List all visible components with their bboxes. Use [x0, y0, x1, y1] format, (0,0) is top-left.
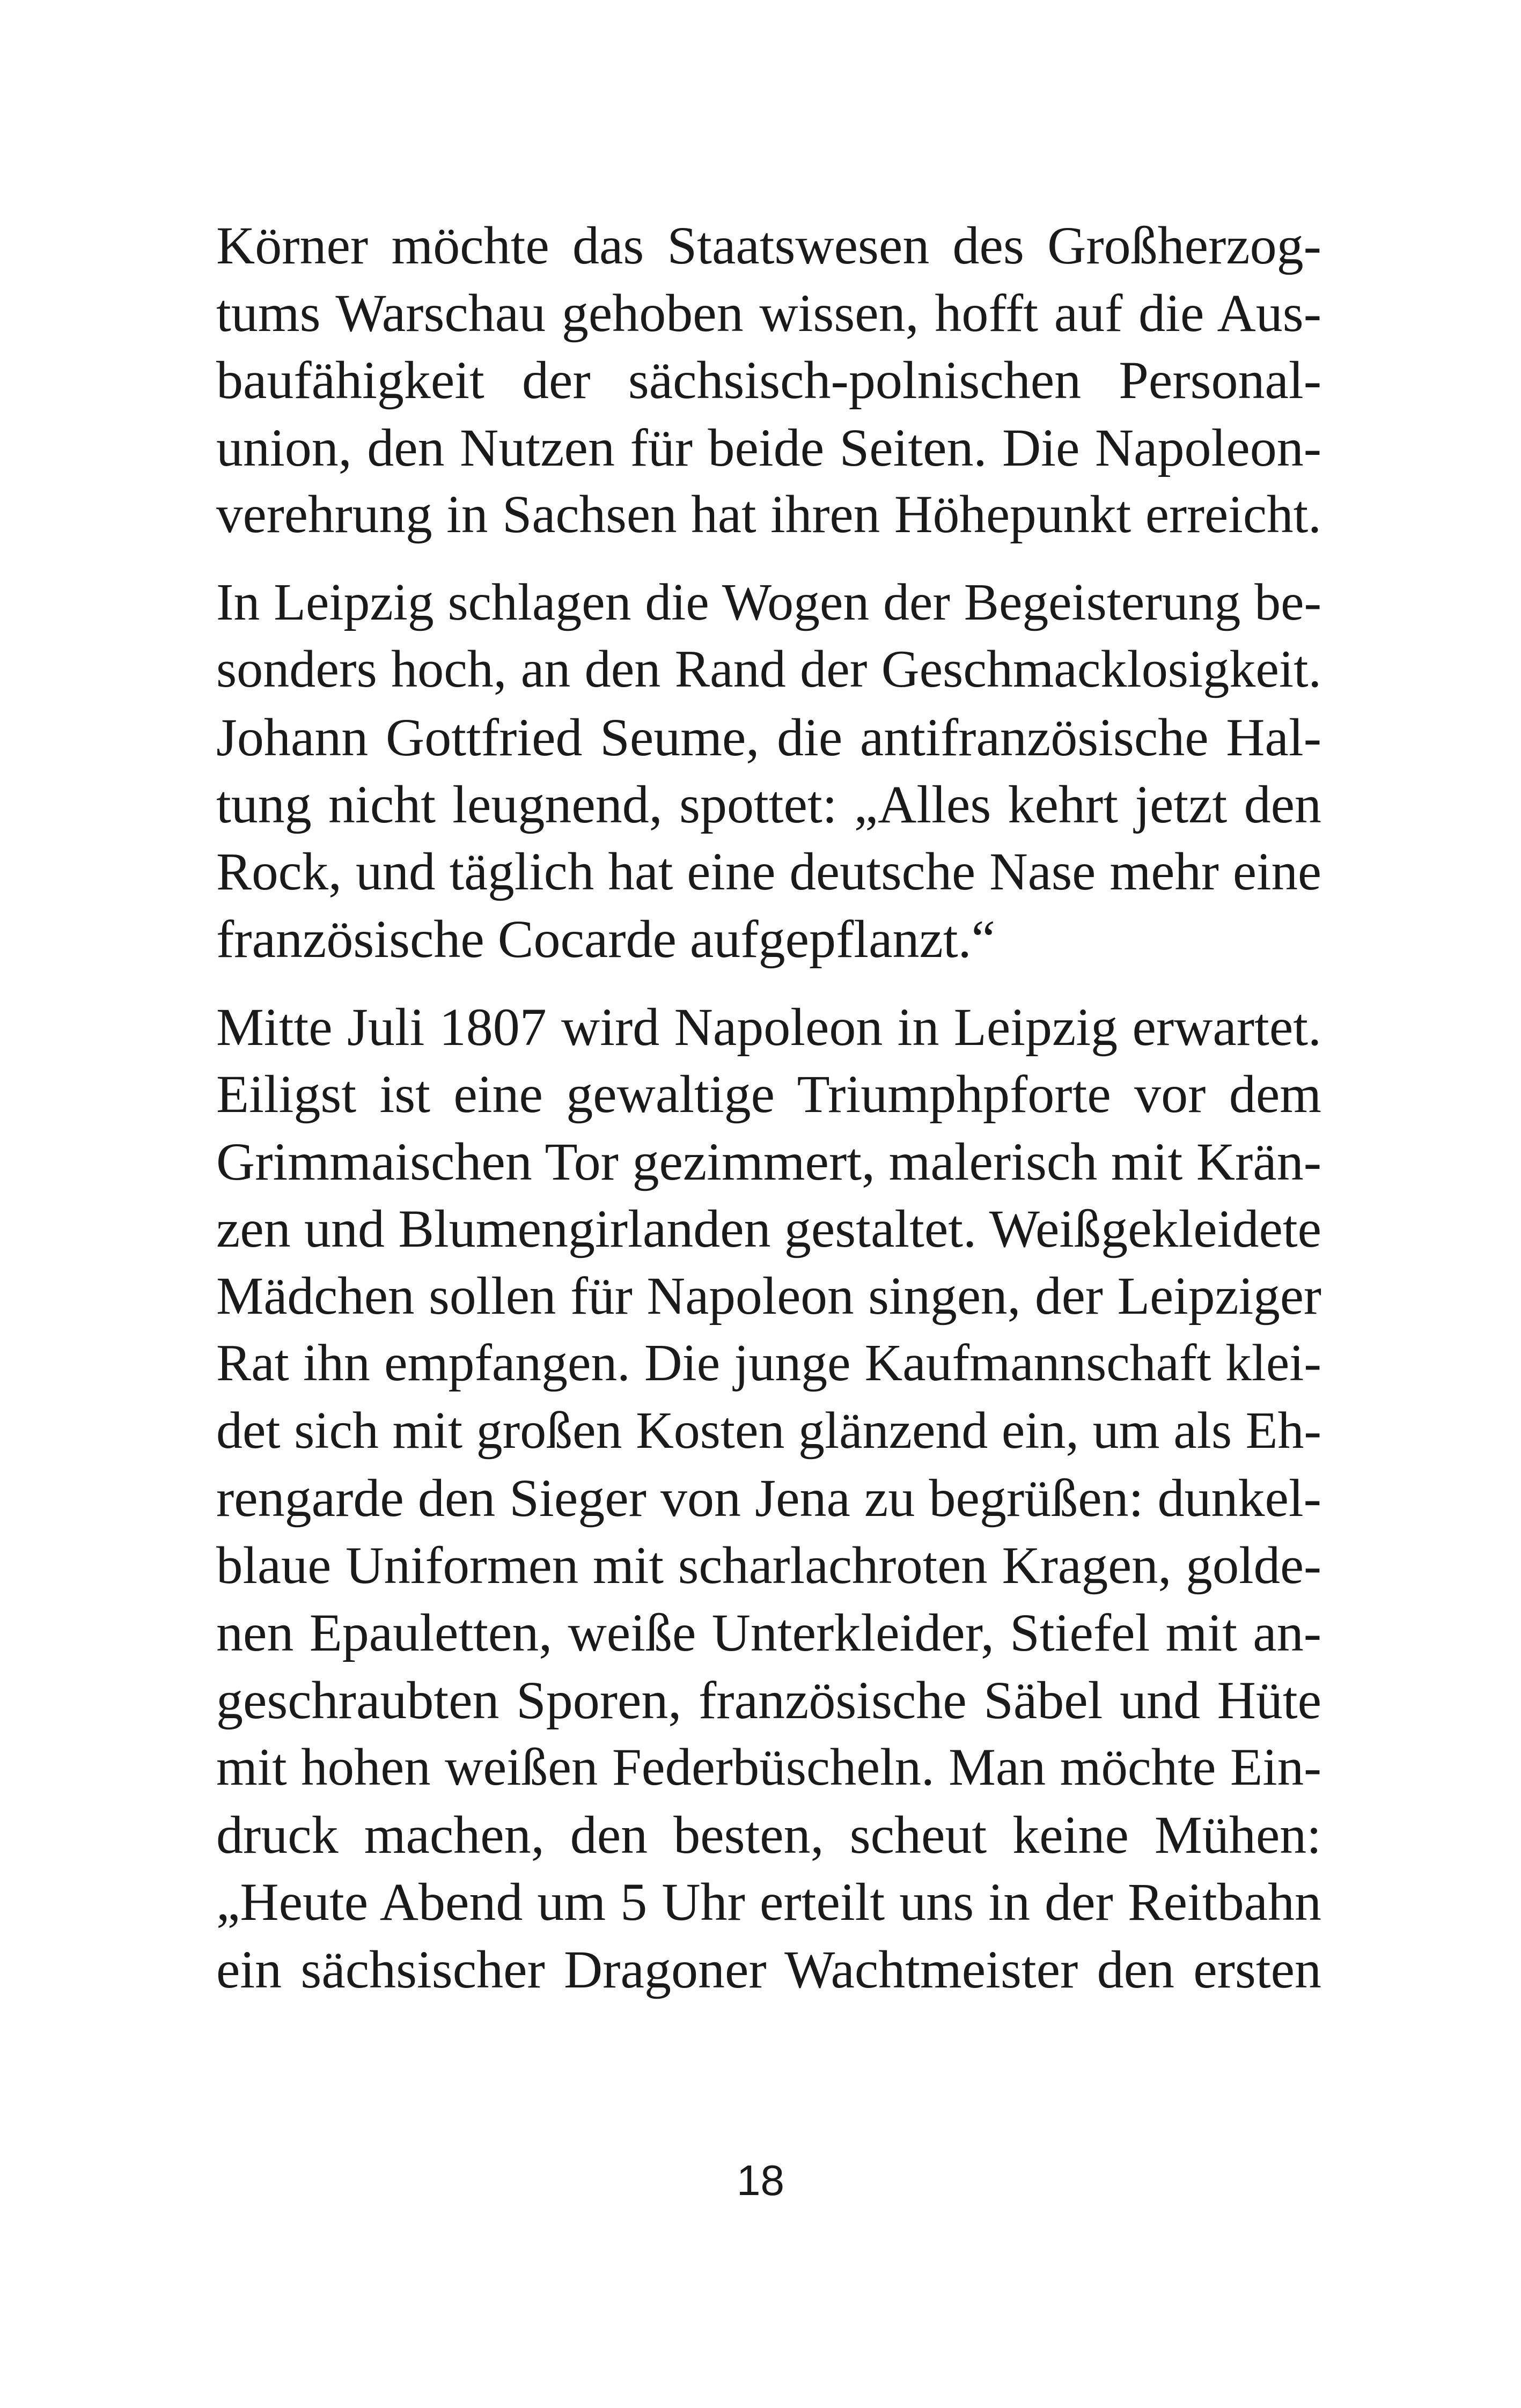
body-text [216, 212, 1321, 2003]
text-line: geschraubten Sporen, französische Säbel und Hüte [216, 1670, 1321, 1730]
text-line: ein sächsischer Dragoner Wachtmeister den ersten [216, 1939, 1321, 1999]
page-number: 18 [737, 2156, 784, 2204]
text-line: Körner möchte das Staatswesen des Großherzog- [216, 216, 1321, 275]
text-line: baufähigkeit der sächsisch-polnischen Personal- [216, 350, 1321, 410]
text-line: tums Warschau gehoben wissen, hofft auf die Aus- [216, 283, 1321, 343]
text-line: Rock, und täglich hat eine deutsche Nase mehr eine [216, 842, 1321, 901]
text-line: französische Cocarde aufgepflanzt.“ [216, 909, 996, 969]
text-line: union, den Nutzen für beide Seiten. Die Napoleon- [216, 417, 1321, 477]
paragraph-1 [216, 212, 1321, 549]
text-line: tung nicht leugnend, spottet: „Alles kehrt jetzt den [216, 775, 1321, 834]
paragraph-3 [216, 993, 1321, 2004]
text-line: druck machen, den besten, scheut keine Mühen: [216, 1805, 1321, 1865]
text-line: det sich mit großen Kosten glänzend ein, um als Eh- [216, 1401, 1321, 1460]
text-line: Mitte Juli 1807 wird Napoleon in Leipzig erwartet. [216, 997, 1321, 1057]
text-line: verehrung in Sachsen hat ihren Höhepunkt erreicht. [216, 485, 1321, 544]
text-line: rengarde den Sieger von Jena zu begrüßen: dunkel- [216, 1468, 1321, 1528]
text-line: In Leipzig schlagen die Wogen der Begeisterung be- [216, 573, 1321, 631]
text-line: zen und Blumengirlanden gestaltet. Weißgekleidete [216, 1199, 1321, 1258]
text-line: nen Epauletten, weiße Unterkleider, Stiefel mit an- [216, 1603, 1321, 1662]
text-line: Mädchen sollen für Napoleon singen, der Leipziger [216, 1266, 1321, 1325]
text-line: Rat ihn empfangen. Die junge Kaufmannschaft klei- [216, 1334, 1321, 1392]
text-line: Grimmaischen Tor gezimmert, malerisch mit Krän- [216, 1131, 1321, 1191]
text-line: mit hohen weißen Federbüscheln. Man möchte Ein- [216, 1738, 1321, 1796]
text-line: „Heute Abend um 5 Uhr erteilt uns in der Reitbahn [216, 1872, 1321, 1932]
paragraph-2 [216, 569, 1321, 973]
text-line: sonders hoch, an den Rand der Geschmacklosigkeit. [216, 640, 1321, 698]
text-line: Eiligst ist eine gewaltige Triumphpforte vor dem [216, 1064, 1321, 1124]
text-line: blaue Uniformen mit scharlachroten Kragen, golde- [216, 1536, 1321, 1595]
text-line: Johann Gottfried Seume, die antifranzösische Hal- [216, 707, 1321, 767]
